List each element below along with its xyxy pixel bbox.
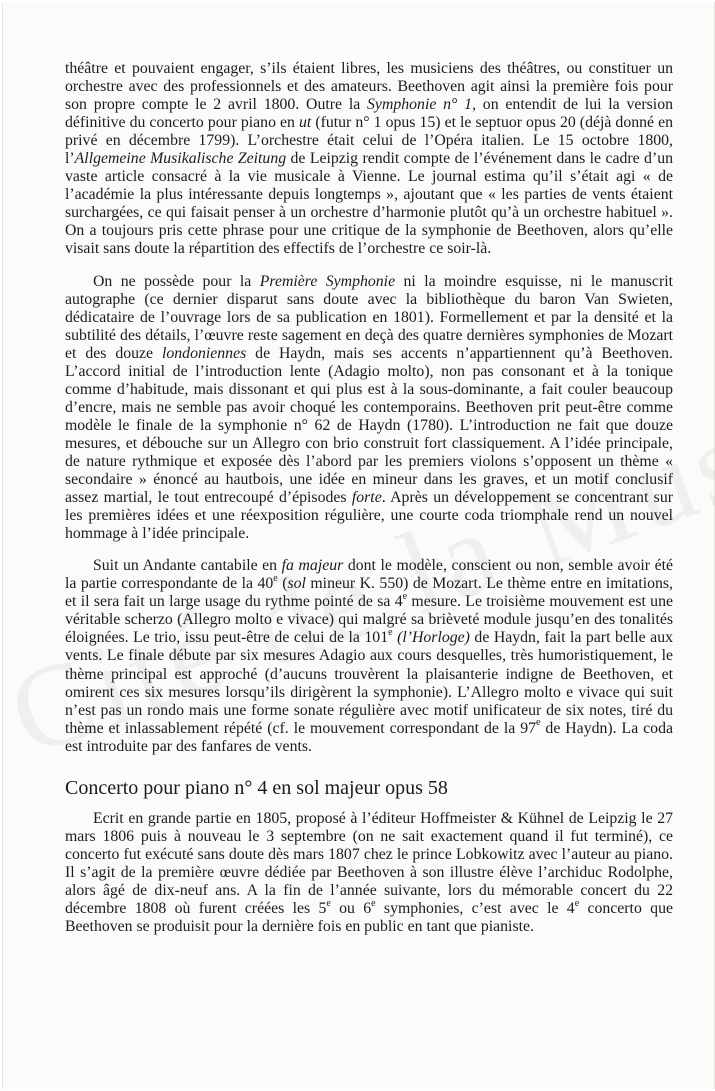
superscript: e (326, 897, 331, 909)
superscript: e (273, 573, 278, 584)
italic-text: Première Symphonie (259, 272, 396, 290)
superscript: e (536, 717, 541, 729)
italic-text: forte (351, 489, 382, 507)
italic-text: sol (287, 575, 306, 593)
italic-text: ut (299, 114, 312, 132)
paragraph: On ne possède pour la Première Symphonie ni la moindre esquisse, ni le manuscrit autographe (ce dernier disparut sans doute avec la bibliothèque du baron Van Swieten, dédicataire de l’ouvrage lors de sa publication en 1801). Formellement et par la densité et la subtilité des détails, l’œuvre reste sagement en deçà des quatre dernières symphonies de Mozart et des douze londoniennes de Haydn, mais ses accents n’appartiennent qu’à Beethoven. L’accord initial de l’introduction lente (Adagio molto), non pas consonant et à la tonique comme d’habitude, mais dissonant et qui plus est à la sous-dominante, a fait couler beaucoup d’encre, mais ne semble pas avoir choqué les contemporains. Beethoven prit peut-être comme modèle le finale de la symphonie n° 62 de Haydn (1780). L’introduction ne fait que douze mesures, et débouche sur un Allegro con brio construit fort classiquement. A l’idée principale, de nature rythmique et exposée dès l’abord par les premiers violons s’opposent un thème « secondaire » énoncé au hautbois, une idée en mineur dans les graves, et un motif conclusif assez martial, le tout entrecoupé d’épisodes forte. Après un développement se concentrant sur les premières idées et une réexposition régulière, une courte coda triomphale rend un nouvel hommage à l’idée principale. (65, 272, 673, 543)
italic-text: Allgemeine Musikalische Zeitung (74, 150, 287, 168)
italic-text: Symphonie n° 1 (367, 96, 473, 114)
section-heading: Concerto pour piano n° 4 en sol majeur opus 58 (65, 776, 448, 799)
paragraph: théâtre et pouvaient engager, s’ils étaient libres, les musiciens des théâtres, ou constituer un orchestre avec des professionnels et des amateurs. Beethoven agit ainsi la première fois pour son propre compte le 2 avril 1800. Outre la Symphonie n° 1, on entendit de lui la version définitive du concerto pour piano en ut (futur n° 1 opus 15) et le septuor opus 20 (déjà donné en privé en décembre 1799). L’orchestre était celui de l’Opéra italien. Le 15 octobre 1800, l’Allgemeine Musikalische Zeitung de Leipzig rendit compte de l’événement dans le cadre d’un vaste article consacré à la vie musicale à Vienne. Le journal estima qu’il s’était agi « de l’académie la plus intéressante depuis longtemps », ajoutant que « les parties de vents étaient surchargées, ce qui faisait penser à un orchestre d’harmonie plutôt qu’à un orchestre habituel ». On a toujours pris cette phrase pour une critique de la symphonie de Beethoven, alors qu’elle visait sans doute la répartition des effectifs de l’orchestre ce soir-là. (65, 60, 673, 258)
italic-text: londoniennes (161, 344, 247, 362)
paragraph: Suit un Andante cantabile en fa majeur dont le modèle, conscient ou non, semble avoir été la partie correspondante de la 40e (sol mineur K. 550) de Mozart. Le thème entre en imitations, et il sera fait un large usage du rythme pointé de sa 4e mesure. Le troisième mouvement est une véritable scherzo (Allegro molto e vivace) qui malgré sa brièveté module jusqu’en des tonalités éloignées. Le trio, issu peut-être de celui de la 101e (l’Horloge) de Haydn, fait la part belle aux vents. Le finale débute par six mesures Adagio aux cours desquelles, très humoristiquement, le thème principal est approché (d’aucuns trouvèrent la plaisanterie indigne de Beethoven, et omirent ces six mesures lorsqu’ils dirigèrent la symphonie). L’Allegro molto e vivace qui suit n’est pas un rondo mais une forme sonate régulière avec motif unificateur de six notes, tiré du thème et inlassablement répété (cf. le mouvement correspondant de la 97e de Haydn). La coda est introduite par des fanfares de vents. (65, 557, 673, 755)
paragraph: Ecrit en grande partie en 1805, proposé à l’éditeur Hoffmeister & Kühnel de Leipzig le 27 mars 1806 puis à nouveau le 3 septembre (on ne sait exactement quand il fut terminé), ce concerto fut exécuté sans doute dès mars 1807 chez le prince Lobkowitz avec l’auteur au piano. Il s’agit de la première œuvre dédiée par Beethoven à son illustre élève l’archiduc Rodolphe, alors âgé de dix-neuf ans. A la fin de l’année suivante, lors du mémorable concert du 22 décembre 1808 où furent créées les 5e ou 6e symphonies, c’est avec le 4e concerto que Beethoven se produisit pour la dernière fois en public en tant que pianiste. (65, 809, 673, 936)
superscript: e (574, 897, 580, 909)
superscript: e (402, 591, 408, 603)
italic-text: fa majeur (281, 557, 344, 575)
document-page (2, 2, 715, 1089)
superscript: e (371, 897, 376, 909)
italic-text: (l’Horloge) (397, 629, 470, 647)
article-body (65, 60, 673, 936)
superscript: e (388, 627, 393, 639)
